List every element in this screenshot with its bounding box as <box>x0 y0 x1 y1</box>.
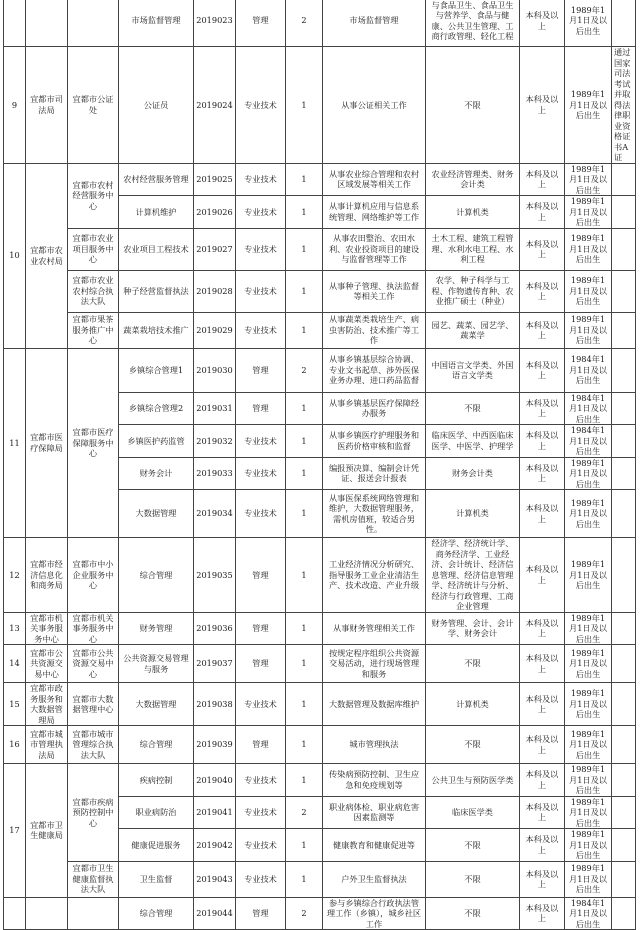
table-row <box>4 683 636 726</box>
c-major: 不限 <box>426 829 520 862</box>
c-unit: 宜都市农业农村综合执法大队 <box>68 270 119 312</box>
c-duty: 户外卫生监督执法 <box>323 861 426 897</box>
c-age: 1989年1月1日及以后出生 <box>565 861 612 897</box>
c-dept: 宜都市公共资源交易中心 <box>26 645 68 683</box>
c-duty: 从事农田整治、农田水利、农业投资项目的建设与监督管理等工作 <box>323 228 426 270</box>
c-age: 1989年1月1日及以后出生 <box>565 683 612 726</box>
c-edu: 本科及以上 <box>520 796 565 829</box>
c-major: 不限 <box>426 392 520 425</box>
c-dept: 宜都市城市管理执法局 <box>26 726 68 764</box>
table-row <box>4 348 636 392</box>
c-major: 中国语言文学类、外国语言文学类 <box>426 348 520 392</box>
c-age: 1984年1月1日及以后出生 <box>565 348 612 392</box>
c-other <box>612 425 636 458</box>
c-unit: 宜都市农业项目服务中心 <box>68 228 119 270</box>
c-other <box>612 490 636 538</box>
c-edu: 本科及以上 <box>520 228 565 270</box>
c-duty: 从事种子管理、执法监督等相关工作 <box>323 270 426 312</box>
c-num: 1 <box>286 163 323 196</box>
c-type: 管理 <box>236 348 286 392</box>
table-row <box>4 0 636 47</box>
c-edu: 本科及以上 <box>520 897 565 930</box>
c-age: 1989年1月1日及以后出生 <box>565 829 612 862</box>
c-type: 专业技术 <box>236 312 286 348</box>
c-other <box>612 163 636 196</box>
c-major: 不限 <box>426 726 520 764</box>
c-unit: 宜都市公证处 <box>68 47 119 164</box>
c-post: 健康促进服务 <box>119 829 194 862</box>
c-edu: 本科及以上 <box>520 764 565 797</box>
c-num: 1 <box>286 425 323 458</box>
c-other <box>612 796 636 829</box>
c-other <box>612 861 636 897</box>
c-duty: 工业经济情况分析研究、指导服务工业企业清洁生产、技术改造、产业升级 <box>323 538 426 613</box>
c-other <box>612 392 636 425</box>
c-other: 通过国家司法考试并取得法律职业资格证书A证 <box>612 47 636 164</box>
c-num: 2 <box>286 897 323 930</box>
c-num: 1 <box>286 312 323 348</box>
c-major: 不限 <box>426 645 520 683</box>
c-edu: 本科及以上 <box>520 196 565 229</box>
c-major: 财务会计类 <box>426 457 520 490</box>
c-other <box>612 228 636 270</box>
table-row <box>4 228 636 270</box>
table-row <box>4 163 636 196</box>
table-row <box>4 897 636 930</box>
c-major: 园艺、蔬菜、园艺学、蔬菜学 <box>426 312 520 348</box>
c-age: 1989年1月1日及以后出生 <box>565 645 612 683</box>
c-no: 13 <box>4 612 26 645</box>
c-post: 综合管理 <box>119 726 194 764</box>
c-type: 专业技术 <box>236 861 286 897</box>
c-num: 2 <box>286 796 323 829</box>
c-code: 2019044 <box>194 897 236 930</box>
c-duty: 健康教育和健康促进等 <box>323 829 426 862</box>
c-num: 1 <box>286 196 323 229</box>
table-row <box>4 764 636 797</box>
c-other <box>612 612 636 645</box>
c-unit: 宜都市中小企业服务中心 <box>68 538 119 613</box>
c-type: 专业技术 <box>236 829 286 862</box>
c-duty: 从事财务管理相关工作 <box>323 612 426 645</box>
c-num: 1 <box>286 538 323 613</box>
c-dept: 宜都市司法局 <box>26 47 68 164</box>
c-post: 公共资源交易管理与服务 <box>119 645 194 683</box>
table-row <box>4 538 636 613</box>
table-row <box>4 270 636 312</box>
c-code: 2019041 <box>194 796 236 829</box>
c-major: 不限 <box>426 861 520 897</box>
c-duty: 从事乡镇基层医疗保障经办服务 <box>323 392 426 425</box>
c-major: 经济学、经济统计学、商务经济学、工业经济、会计统计、经济信息管理、经济信息管理学、经济统计与分析、经济与行政管理、工商企业管理 <box>426 538 520 613</box>
c-major: 临床医学类 <box>426 796 520 829</box>
c-age: 1984年1月1日及以后出生 <box>565 897 612 930</box>
c-other <box>612 726 636 764</box>
c-dept: 宜都市卫生健康局 <box>26 764 68 898</box>
c-major: 临床医学、中西医临床医学、中医学、护理学 <box>426 425 520 458</box>
c-other <box>612 312 636 348</box>
c-type: 管理 <box>236 392 286 425</box>
c-duty: 从事乡镇基层综合协调、专业文书起草、涉外医保业务办理、进口药品监督 <box>323 348 426 392</box>
c-type: 专业技术 <box>236 796 286 829</box>
c-no: 9 <box>4 47 26 164</box>
c-post: 农业项目工程技术 <box>119 228 194 270</box>
c-edu: 本科及以上 <box>520 457 565 490</box>
c-post: 综合管理 <box>119 538 194 613</box>
c-duty: 参与乡镇综合行政执法管理工作（乡镇），城乡社区工作 <box>323 897 426 930</box>
c-dept <box>26 897 68 930</box>
c-no <box>4 897 26 930</box>
c-no: 15 <box>4 683 26 726</box>
c-type: 专业技术 <box>236 228 286 270</box>
c-edu: 本科及以上 <box>520 612 565 645</box>
c-edu: 本科及以上 <box>520 726 565 764</box>
c-edu: 本科及以上 <box>520 683 565 726</box>
c-age: 1989年1月1日及以后出生 <box>565 163 612 196</box>
c-major: 公共卫生与预防医学类 <box>426 764 520 797</box>
c-age: 1984年1月1日及以后出生 <box>565 392 612 425</box>
c-other <box>612 683 636 726</box>
c-code: 2019031 <box>194 392 236 425</box>
c-other <box>612 538 636 613</box>
c-edu: 本科及以上 <box>520 47 565 164</box>
c-major: 计算机类 <box>426 196 520 229</box>
c-unit: 宜都市农村经营服务中心 <box>68 163 119 228</box>
c-post: 蔬菜栽培技术推广 <box>119 312 194 348</box>
c-type: 专业技术 <box>236 270 286 312</box>
c-post: 大数据管理 <box>119 490 194 538</box>
c-edu: 本科及以上 <box>520 829 565 862</box>
c-unit <box>68 897 119 930</box>
c-major: 不限 <box>426 897 520 930</box>
c-num: 1 <box>286 228 323 270</box>
c-type: 管理 <box>236 726 286 764</box>
c-edu: 本科及以上 <box>520 312 565 348</box>
c-edu: 本科及以上 <box>520 348 565 392</box>
c-duty: 传染病预防控制、卫生应急和免疫规划等 <box>323 764 426 797</box>
c-age: 1989年1月1日及以后出生 <box>565 764 612 797</box>
c-post: 财务会计 <box>119 457 194 490</box>
c-type: 专业技术 <box>236 196 286 229</box>
c-num: 1 <box>286 726 323 764</box>
c-no: 11 <box>4 348 26 538</box>
c-post: 乡镇综合管理1 <box>119 348 194 392</box>
c-no: 17 <box>4 764 26 898</box>
c-code: 2019027 <box>194 228 236 270</box>
c-other <box>612 0 636 47</box>
c-age: 1989年1月1日及以后出生 <box>565 796 612 829</box>
c-post: 职业病防治 <box>119 796 194 829</box>
c-unit <box>68 0 119 47</box>
c-other <box>612 348 636 392</box>
c-post: 农村经营服务管理 <box>119 163 194 196</box>
c-type: 专业技术 <box>236 764 286 797</box>
c-age: 1989年1月1日及以后出生 <box>565 726 612 764</box>
c-edu: 本科及以上 <box>520 163 565 196</box>
c-type: 管理 <box>236 645 286 683</box>
c-duty: 从事乡镇医疗护理服务和医药价格审核和监督 <box>323 425 426 458</box>
c-other <box>612 457 636 490</box>
c-post: 大数据管理 <box>119 683 194 726</box>
c-type: 专业技术 <box>236 163 286 196</box>
c-age: 1989年1月1日及以后出生 <box>565 228 612 270</box>
c-code: 2019024 <box>194 47 236 164</box>
c-edu: 本科及以上 <box>520 392 565 425</box>
c-dept: 宜都市农业农村局 <box>26 163 68 348</box>
c-duty: 大数据管理及数据库维护 <box>323 683 426 726</box>
c-major: 与食品卫生、食品卫生与营养学、食品与健康、公共卫生管理、工商行政管理、轻化工程 <box>426 0 520 47</box>
c-type: 专业技术 <box>236 490 286 538</box>
c-duty: 市场监督管理 <box>323 0 426 47</box>
c-post: 财务管理 <box>119 612 194 645</box>
c-type: 专业技术 <box>236 425 286 458</box>
c-code: 2019033 <box>194 457 236 490</box>
c-post: 计算机维护 <box>119 196 194 229</box>
c-age: 1989年1月1日及以后出生 <box>565 47 612 164</box>
c-no: 12 <box>4 538 26 613</box>
c-type: 专业技术 <box>236 683 286 726</box>
c-duty: 从事公证相关工作 <box>323 47 426 164</box>
c-dept: 宜都市机关事务服务中心 <box>26 612 68 645</box>
c-num: 1 <box>286 861 323 897</box>
c-edu: 本科及以上 <box>520 270 565 312</box>
c-code: 2019042 <box>194 829 236 862</box>
c-no: 14 <box>4 645 26 683</box>
c-code: 2019039 <box>194 726 236 764</box>
c-unit: 宜都市医疗保障服务中心 <box>68 348 119 538</box>
c-post: 种子经营监督执法 <box>119 270 194 312</box>
c-type: 管理 <box>236 538 286 613</box>
c-post: 卫生监督 <box>119 861 194 897</box>
c-post: 疾病控制 <box>119 764 194 797</box>
c-num: 1 <box>286 683 323 726</box>
c-duty: 从事医保系统网络管理和维护，大数据管理服务，需机房值班，较适合男性。 <box>323 490 426 538</box>
c-duty: 编报预决算、编制会计凭证、报送会计报表 <box>323 457 426 490</box>
c-age: 1989年1月1日及以后出生 <box>565 312 612 348</box>
c-major: 农学、种子科学与工程、作物遗传育种、农业推广硕士（种业） <box>426 270 520 312</box>
c-other <box>612 829 636 862</box>
c-major: 计算机类 <box>426 490 520 538</box>
c-dept <box>26 0 68 47</box>
c-duty: 从事农业综合管理和农村区域发展等相关工作 <box>323 163 426 196</box>
c-age: 1989年1月1日及以后出生 <box>565 490 612 538</box>
table-row <box>4 861 636 897</box>
c-unit: 宜都市疾病预防控制中心 <box>68 764 119 862</box>
c-age: 1989年1月1日及以后出生 <box>565 196 612 229</box>
c-post: 综合管理 <box>119 897 194 930</box>
c-code: 2019029 <box>194 312 236 348</box>
c-dept: 宜都市政务服务和大数据管理局 <box>26 683 68 726</box>
c-code: 2019040 <box>194 764 236 797</box>
c-age: 1989年1月1日及以后出生 <box>565 457 612 490</box>
c-dept: 宜都市经济信息化和商务局 <box>26 538 68 613</box>
c-age: 1989年1月1日及以后出生 <box>565 0 612 47</box>
recruitment-table <box>3 0 636 930</box>
c-edu: 本科及以上 <box>520 0 565 47</box>
table-row <box>4 312 636 348</box>
c-major: 计算机类 <box>426 683 520 726</box>
c-no <box>4 0 26 47</box>
c-no: 16 <box>4 726 26 764</box>
c-unit: 宜都市果茶服务推广中心 <box>68 312 119 348</box>
c-duty: 按规定程序组织公共资源交易活动，进行现场管理和服务 <box>323 645 426 683</box>
c-unit: 宜都市卫生健康监督执法大队 <box>68 861 119 897</box>
c-major: 土木工程、建筑工程管理、水利水电工程、水利工程 <box>426 228 520 270</box>
c-num: 1 <box>286 457 323 490</box>
c-unit: 宜都市机关事务服务中心 <box>68 612 119 645</box>
c-major: 农业经济管理类、财务会计类 <box>426 163 520 196</box>
c-code: 2019034 <box>194 490 236 538</box>
c-duty: 从事蔬菜类栽培生产、病虫害防治、技术推广等工作 <box>323 312 426 348</box>
table-row <box>4 645 636 683</box>
c-post: 乡镇医护药监管 <box>119 425 194 458</box>
c-num: 1 <box>286 490 323 538</box>
c-post: 公证员 <box>119 47 194 164</box>
c-major: 财务管理、会计、会计学、财务会计 <box>426 612 520 645</box>
c-age: 1989年1月1日及以后出生 <box>565 270 612 312</box>
c-code: 2019038 <box>194 683 236 726</box>
c-edu: 本科及以上 <box>520 538 565 613</box>
c-code: 2019035 <box>194 538 236 613</box>
table-row <box>4 612 636 645</box>
c-num: 2 <box>286 348 323 392</box>
c-edu: 本科及以上 <box>520 490 565 538</box>
c-major: 不限 <box>426 47 520 164</box>
c-code: 2019030 <box>194 348 236 392</box>
c-no: 10 <box>4 163 26 348</box>
c-age: 1984年1月1日及以后出生 <box>565 425 612 458</box>
c-unit: 宜都市公共资源交易中心 <box>68 645 119 683</box>
c-other <box>612 270 636 312</box>
c-other <box>612 645 636 683</box>
c-duty: 职业病体检、职业病危害因素监测等 <box>323 796 426 829</box>
c-age: 1989年1月1日及以后出生 <box>565 538 612 613</box>
c-duty: 城市管理执法 <box>323 726 426 764</box>
c-unit: 宜都市城市管理综合执法大队 <box>68 726 119 764</box>
c-num: 1 <box>286 764 323 797</box>
c-type: 管理 <box>236 897 286 930</box>
c-other <box>612 196 636 229</box>
c-dept: 宜都市医疗保障局 <box>26 348 68 538</box>
c-other <box>612 897 636 930</box>
c-num: 1 <box>286 645 323 683</box>
c-post: 市场监督管理 <box>119 0 194 47</box>
c-num: 1 <box>286 829 323 862</box>
c-edu: 本科及以上 <box>520 425 565 458</box>
c-code: 2019043 <box>194 861 236 897</box>
c-unit: 宜都市大数据管理中心 <box>68 683 119 726</box>
c-post: 乡镇综合管理2 <box>119 392 194 425</box>
c-num: 1 <box>286 392 323 425</box>
c-code: 2019025 <box>194 163 236 196</box>
c-code: 2019036 <box>194 612 236 645</box>
c-type: 管理 <box>236 612 286 645</box>
c-edu: 本科及以上 <box>520 645 565 683</box>
c-num: 1 <box>286 612 323 645</box>
table-row <box>4 726 636 764</box>
c-code: 2019028 <box>194 270 236 312</box>
c-other <box>612 764 636 797</box>
table-row <box>4 47 636 164</box>
c-num: 1 <box>286 47 323 164</box>
c-edu: 本科及以上 <box>520 861 565 897</box>
c-code: 2019037 <box>194 645 236 683</box>
c-num: 2 <box>286 0 323 47</box>
c-num: 1 <box>286 270 323 312</box>
c-age: 1989年1月1日及以后出生 <box>565 612 612 645</box>
c-code: 2019023 <box>194 0 236 47</box>
c-code: 2019026 <box>194 196 236 229</box>
c-duty: 从事计算机应用与信息系统管理、网络维护等工作 <box>323 196 426 229</box>
c-type: 管理 <box>236 0 286 47</box>
c-type: 专业技术 <box>236 457 286 490</box>
c-code: 2019032 <box>194 425 236 458</box>
c-type: 专业技术 <box>236 47 286 164</box>
